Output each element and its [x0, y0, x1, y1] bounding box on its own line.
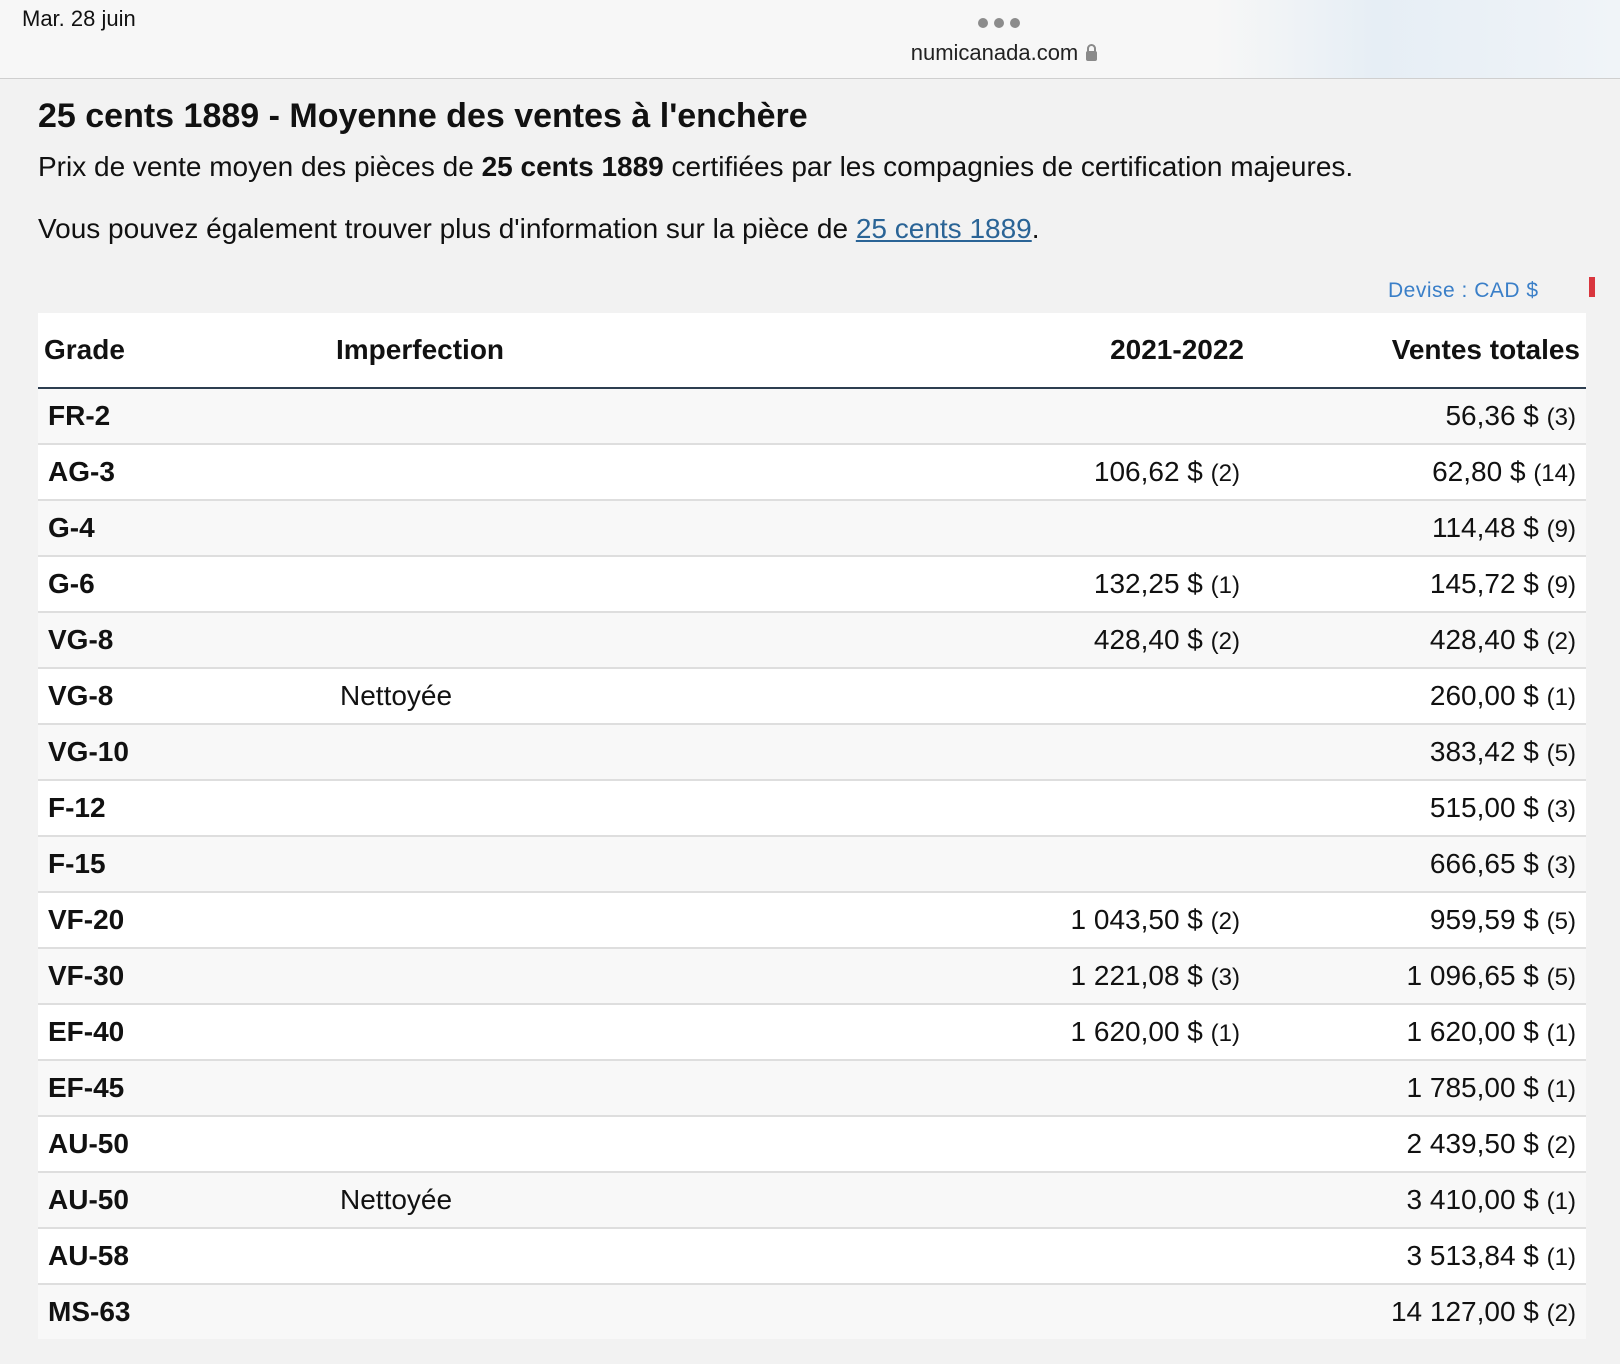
imperfection-cell: [330, 1116, 990, 1172]
address-bar[interactable]: [0, 40, 1620, 66]
period-count: (1): [1210, 572, 1240, 599]
period-cell: [990, 1004, 1250, 1060]
red-marker: [1589, 277, 1595, 297]
period-cell: [990, 1060, 1250, 1116]
imperfection-cell: [330, 948, 990, 1004]
table-row: [38, 668, 1586, 724]
period-cell: [990, 1172, 1250, 1228]
grade-value: FR-2: [48, 400, 111, 431]
imperfection-cell: [330, 668, 990, 724]
total-cell: [1250, 1116, 1586, 1172]
grade-value: F-15: [48, 848, 106, 879]
imperfection-cell: [330, 836, 990, 892]
period-price: 1 620,00 $: [1070, 1016, 1203, 1047]
total-cell: [1250, 612, 1586, 668]
imperfection-cell: [330, 724, 990, 780]
grade-value: VG-10: [48, 736, 129, 767]
more-info-post: .: [1031, 213, 1040, 244]
period-cell: [990, 500, 1250, 556]
total-cell: [1250, 556, 1586, 612]
grade-cell: [38, 1228, 330, 1284]
grade-cell: [38, 444, 330, 500]
imperfection-cell: [330, 892, 990, 948]
total-cell: [1250, 1228, 1586, 1284]
intro-text: [38, 151, 1578, 183]
grade-value: G-4: [48, 512, 95, 543]
total-count: (9): [1546, 516, 1576, 543]
total-count: (3): [1546, 796, 1576, 823]
header-total[interactable]: Ventes totales: [1250, 313, 1586, 388]
total-cell: [1250, 724, 1586, 780]
total-count: (2): [1546, 628, 1576, 655]
period-cell: [990, 780, 1250, 836]
total-count: (14): [1533, 460, 1576, 487]
total-cell: [1250, 1004, 1586, 1060]
grade-value: AU-50: [48, 1184, 129, 1215]
period-price: 106,62 $: [1093, 456, 1203, 487]
period-count: (2): [1210, 628, 1240, 655]
table-row: [38, 724, 1586, 780]
total-cell: [1250, 1172, 1586, 1228]
imperfection-cell: [330, 1004, 990, 1060]
total-count: (1): [1546, 684, 1576, 711]
period-cell: [990, 388, 1250, 444]
total-cell: [1250, 444, 1586, 500]
grade-value: AU-50: [48, 1128, 129, 1159]
coin-info-link[interactable]: 25 cents 1889: [855, 213, 1032, 244]
grade-cell: [38, 1172, 330, 1228]
total-price: 1 785,00 $: [1406, 1072, 1539, 1103]
grade-cell: [38, 1004, 330, 1060]
table-row: [38, 948, 1586, 1004]
period-cell: [990, 724, 1250, 780]
grade-value: EF-40: [48, 1016, 125, 1047]
period-count: (2): [1210, 460, 1240, 487]
table-row: [38, 780, 1586, 836]
grade-cell: [38, 948, 330, 1004]
total-count: (5): [1546, 740, 1576, 767]
imperfection-cell: [330, 556, 990, 612]
period-price: 428,40 $: [1093, 624, 1203, 655]
total-price: 145,72 $: [1429, 568, 1539, 599]
imperfection-cell: [330, 500, 990, 556]
imperfection-value: Nettoyée: [340, 680, 453, 711]
period-cell: [990, 668, 1250, 724]
period-count: (3): [1210, 964, 1240, 991]
total-price: 260,00 $: [1429, 680, 1539, 711]
table-row: [38, 556, 1586, 612]
grade-value: MS-63: [48, 1296, 131, 1327]
total-price: 666,65 $: [1429, 848, 1539, 879]
header-period[interactable]: 2021-2022: [990, 313, 1250, 388]
grade-value: VG-8: [48, 624, 114, 655]
total-count: (3): [1546, 852, 1576, 879]
header-imperfection[interactable]: Imperfection: [330, 313, 990, 388]
period-cell: [990, 612, 1250, 668]
intro-pre: Prix de vente moyen des pièces de: [38, 151, 482, 182]
total-count: (1): [1546, 1188, 1576, 1215]
more-info-text: [38, 213, 1040, 245]
total-cell: [1250, 780, 1586, 836]
grade-cell: [38, 612, 330, 668]
imperfection-cell: [330, 612, 990, 668]
url-text: numicanada.com: [910, 40, 1079, 65]
grade-cell: [38, 388, 330, 444]
period-cell: [990, 556, 1250, 612]
grade-value: G-6: [48, 568, 95, 599]
period-cell: [990, 444, 1250, 500]
total-count: (2): [1546, 1300, 1576, 1327]
imperfection-cell: [330, 1060, 990, 1116]
table-row: [38, 1004, 1586, 1060]
table-row: [38, 388, 1586, 444]
period-cell: [990, 948, 1250, 1004]
grade-cell: [38, 668, 330, 724]
table-row: [38, 1172, 1586, 1228]
header-grade[interactable]: Grade: [38, 313, 330, 388]
total-price: 14 127,00 $: [1390, 1296, 1539, 1327]
total-cell: [1250, 388, 1586, 444]
total-price: 515,00 $: [1429, 792, 1539, 823]
total-price: 3 513,84 $: [1406, 1240, 1539, 1271]
lock-icon: [1086, 51, 1097, 61]
total-count: (3): [1546, 404, 1576, 431]
browser-status-bar: [0, 0, 1620, 79]
total-count: (9): [1546, 572, 1576, 599]
grade-value: EF-45: [48, 1072, 125, 1103]
total-count: (1): [1546, 1020, 1576, 1047]
grade-value: VG-8: [48, 680, 114, 711]
table-row: [38, 1116, 1586, 1172]
grade-value: AG-3: [48, 456, 115, 487]
total-price: 56,36 $: [1445, 400, 1539, 431]
total-price: 1 096,65 $: [1406, 960, 1539, 991]
period-price: 1 221,08 $: [1070, 960, 1203, 991]
period-cell: [990, 1116, 1250, 1172]
total-cell: [1250, 892, 1586, 948]
currency-selector[interactable]: Devise : CAD $: [1388, 279, 1539, 302]
total-count: (5): [1546, 964, 1576, 991]
grade-value: VF-30: [48, 960, 125, 991]
table-row: [38, 1228, 1586, 1284]
total-count: (1): [1546, 1244, 1576, 1271]
auction-table: [38, 313, 1586, 1339]
table-row: [38, 612, 1586, 668]
total-price: 1 620,00 $: [1406, 1016, 1539, 1047]
total-price: 383,42 $: [1429, 736, 1539, 767]
grade-cell: [38, 1116, 330, 1172]
imperfection-value: Nettoyée: [340, 1184, 453, 1215]
total-cell: [1250, 668, 1586, 724]
table-row: [38, 1284, 1586, 1339]
imperfection-cell: [330, 388, 990, 444]
more-info-pre: Vous pouvez également trouver plus d'information sur la pièce de: [38, 213, 856, 244]
total-price: 114,48 $: [1431, 512, 1539, 543]
page-title: 25 cents 1889 - Moyenne des ventes à l'enchère: [38, 97, 808, 135]
period-cell: [990, 892, 1250, 948]
total-count: (5): [1546, 908, 1576, 935]
total-count: (2): [1546, 1132, 1576, 1159]
grade-cell: [38, 556, 330, 612]
table-row: [38, 836, 1586, 892]
grade-cell: [38, 892, 330, 948]
total-count: (1): [1546, 1076, 1576, 1103]
grade-cell: [38, 1060, 330, 1116]
total-cell: [1250, 1060, 1586, 1116]
grade-cell: [38, 780, 330, 836]
total-cell: [1250, 948, 1586, 1004]
table-row: [38, 1060, 1586, 1116]
period-price: 1 043,50 $: [1070, 904, 1203, 935]
period-price: 132,25 $: [1093, 568, 1203, 599]
grade-value: VF-20: [48, 904, 125, 935]
table-header-row: [38, 313, 1586, 388]
period-cell: [990, 1284, 1250, 1339]
total-cell: [1250, 500, 1586, 556]
imperfection-cell: [330, 1172, 990, 1228]
period-count: (1): [1210, 1020, 1240, 1047]
grade-value: F-12: [48, 792, 106, 823]
status-date: Mar. 28 juin: [22, 6, 136, 31]
table-row: [38, 892, 1586, 948]
grade-value: AU-58: [48, 1240, 129, 1271]
intro-bold: 25 cents 1889: [481, 151, 664, 182]
table-row: [38, 444, 1586, 500]
total-price: 959,59 $: [1429, 904, 1539, 935]
imperfection-cell: [330, 444, 990, 500]
period-cell: [990, 836, 1250, 892]
period-cell: [990, 1228, 1250, 1284]
total-price: 428,40 $: [1429, 624, 1539, 655]
total-cell: [1250, 1284, 1586, 1339]
grade-cell: [38, 836, 330, 892]
intro-post: certifiées par les compagnies de certification majeures.: [663, 151, 1354, 182]
period-count: (2): [1210, 908, 1240, 935]
grade-cell: [38, 500, 330, 556]
total-cell: [1250, 836, 1586, 892]
grade-cell: [38, 724, 330, 780]
imperfection-cell: [330, 780, 990, 836]
table-row: [38, 500, 1586, 556]
grade-cell: [38, 1284, 330, 1339]
total-price: 2 439,50 $: [1406, 1128, 1539, 1159]
total-price: 3 410,00 $: [1406, 1184, 1539, 1215]
imperfection-cell: [330, 1228, 990, 1284]
imperfection-cell: [330, 1284, 990, 1339]
more-options-icon[interactable]: [978, 18, 1020, 28]
total-price: 62,80 $: [1432, 456, 1526, 487]
